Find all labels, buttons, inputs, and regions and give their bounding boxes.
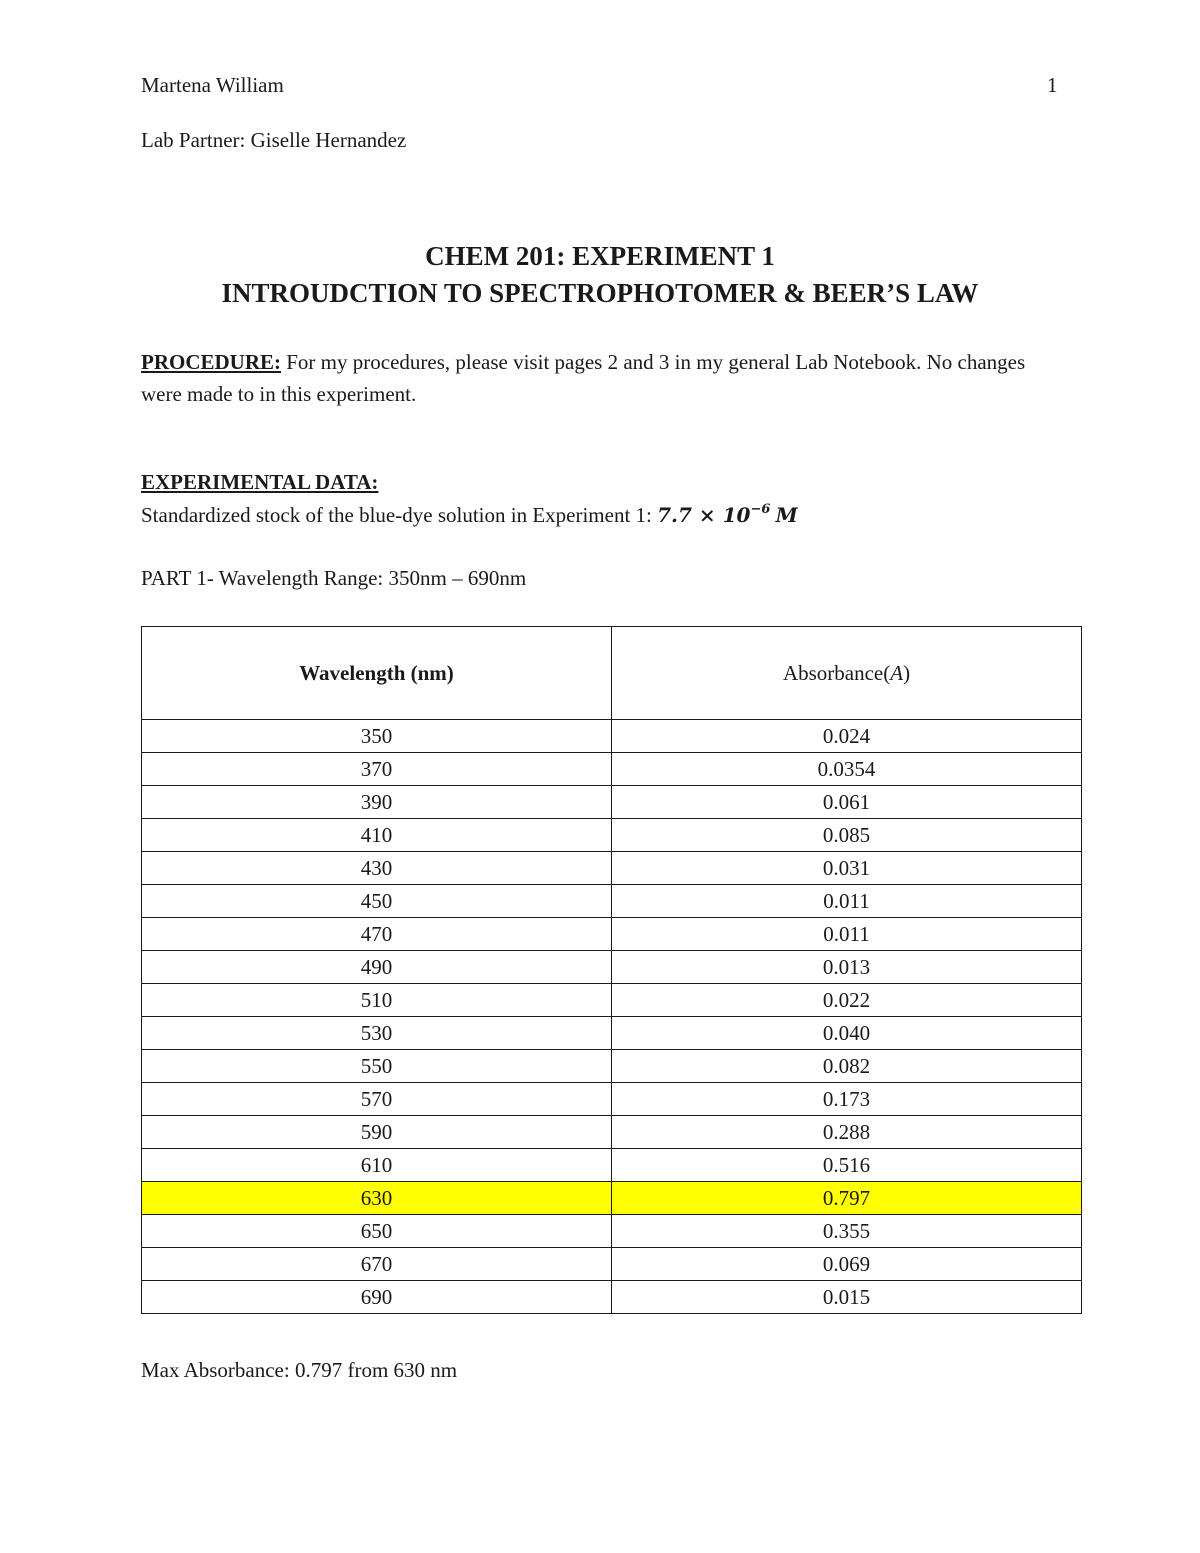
wavelength-cell: 430 [142, 852, 612, 885]
table-body [142, 720, 1082, 1314]
wavelength-cell: 350 [142, 720, 612, 753]
max-absorbance-note: Max Absorbance: 0.797 from 630 nm [141, 1358, 458, 1382]
wavelength-cell: 570 [142, 1083, 612, 1116]
table-row [142, 918, 1082, 951]
absorbance-cell: 0.069 [612, 1248, 1082, 1281]
table-row [142, 1248, 1082, 1281]
absorbance-cell: 0.797 [612, 1182, 1082, 1215]
table-row [142, 951, 1082, 984]
table-header-row [142, 627, 1082, 720]
lab-partner: Lab Partner: Giselle Hernandez [141, 128, 407, 152]
absorbance-cell: 0.085 [612, 819, 1082, 852]
wavelength-cell: 690 [142, 1281, 612, 1314]
table-row [142, 753, 1082, 786]
wavelength-header: Wavelength (nm) [142, 627, 612, 720]
procedure-paragraph [141, 346, 1061, 410]
experimental-data-heading: EXPERIMENTAL DATA: [141, 470, 379, 494]
wavelength-cell: 450 [142, 885, 612, 918]
wavelength-cell: 370 [142, 753, 612, 786]
stock-value: 7.7 × 10 [657, 503, 751, 527]
table-row [142, 1281, 1082, 1314]
table-row [142, 1149, 1082, 1182]
table-row [142, 720, 1082, 753]
table-row [142, 1215, 1082, 1248]
wavelength-cell: 650 [142, 1215, 612, 1248]
wavelength-cell: 610 [142, 1149, 612, 1182]
absorbance-cell: 0.022 [612, 984, 1082, 1017]
absorbance-cell: 0.173 [612, 1083, 1082, 1116]
document-title [0, 238, 1200, 312]
table-row [142, 1050, 1082, 1083]
absorbance-cell: 0.0354 [612, 753, 1082, 786]
table-row [142, 885, 1082, 918]
table-row [142, 786, 1082, 819]
stock-exponent: −6 [750, 502, 771, 517]
table-row [142, 852, 1082, 885]
table-row [142, 1083, 1082, 1116]
wavelength-cell: 390 [142, 786, 612, 819]
title-line-1: CHEM 201: EXPERIMENT 1 [425, 241, 775, 271]
part1-label: PART 1- Wavelength Range: 350nm – 690nm [141, 566, 527, 590]
wavelength-cell: 530 [142, 1017, 612, 1050]
wavelength-cell: 630 [142, 1182, 612, 1215]
procedure-heading: PROCEDURE: [141, 350, 281, 374]
title-line-2: INTROUDCTION TO SPECTROPHOTOMER & BEER’S LAW [221, 278, 979, 308]
stock-text: Standardized stock of the blue-dye solution in Experiment 1: [141, 503, 658, 527]
wavelength-cell: 470 [142, 918, 612, 951]
table-row [142, 1116, 1082, 1149]
absorbance-cell: 0.031 [612, 852, 1082, 885]
wavelength-cell: 550 [142, 1050, 612, 1083]
stock-unit: M [775, 503, 798, 527]
absorbance-cell: 0.013 [612, 951, 1082, 984]
page-number: 1 [1047, 73, 1058, 97]
absorbance-cell: 0.061 [612, 786, 1082, 819]
absorbance-cell: 0.516 [612, 1149, 1082, 1182]
absorbance-cell: 0.011 [612, 885, 1082, 918]
table-row [142, 1017, 1082, 1050]
absorbance-cell: 0.011 [612, 918, 1082, 951]
absorbance-cell: 0.024 [612, 720, 1082, 753]
absorbance-cell: 0.040 [612, 1017, 1082, 1050]
procedure-text: For my procedures, please visit pages 2 and 3 in my general Lab Notebook. No changes were made to in this experiment. [141, 350, 1026, 406]
author-name: Martena William [141, 73, 284, 97]
table-row [142, 1182, 1082, 1215]
table-row [142, 819, 1082, 852]
absorbance-header: Absorbance(A) [612, 627, 1082, 720]
table-row [142, 984, 1082, 1017]
absorbance-cell: 0.082 [612, 1050, 1082, 1083]
wavelength-cell: 490 [142, 951, 612, 984]
wavelength-cell: 410 [142, 819, 612, 852]
wavelength-cell: 590 [142, 1116, 612, 1149]
absorbance-table [141, 626, 1082, 1314]
absorbance-cell: 0.355 [612, 1215, 1082, 1248]
stock-concentration-line [141, 503, 798, 528]
absorbance-cell: 0.288 [612, 1116, 1082, 1149]
wavelength-cell: 510 [142, 984, 612, 1017]
absorbance-cell: 0.015 [612, 1281, 1082, 1314]
wavelength-cell: 670 [142, 1248, 612, 1281]
